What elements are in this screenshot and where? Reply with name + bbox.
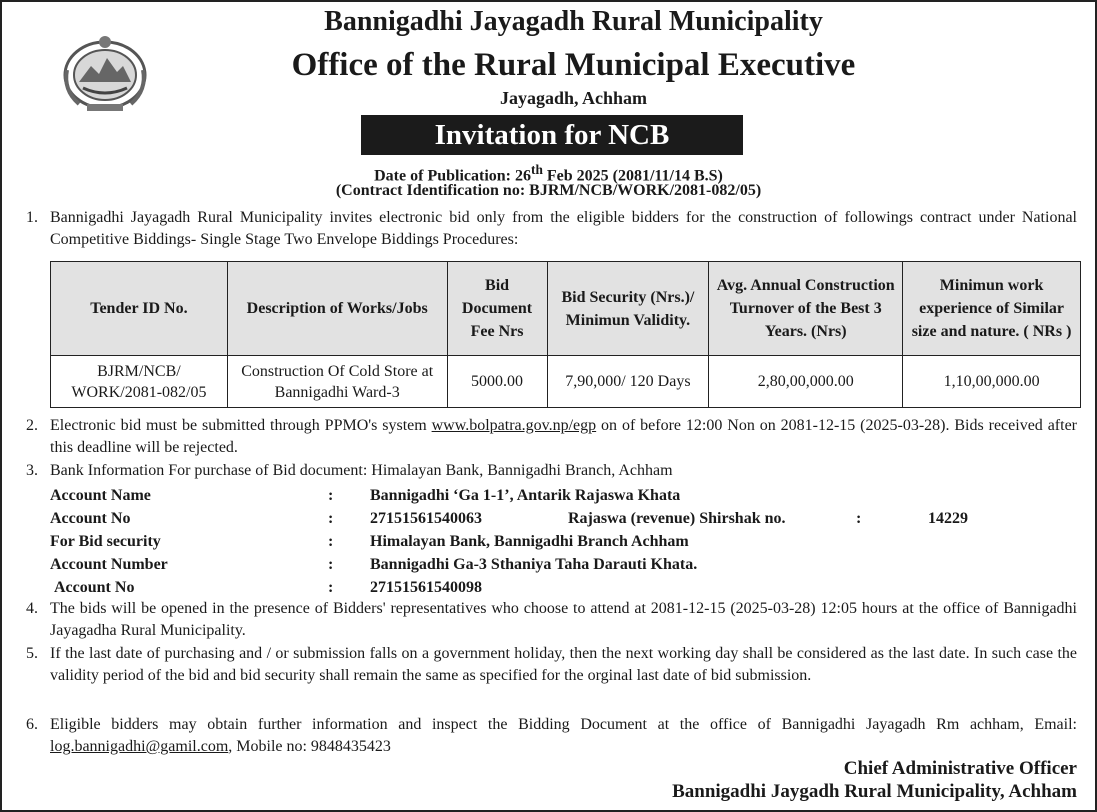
table-cell: BJRM/NCB/ WORK/2081-082/05 [51, 356, 228, 408]
clause-number: 3. [26, 462, 38, 479]
revenue-heading-colon: : [856, 510, 862, 527]
revenue-heading-value: 14229 [928, 510, 968, 527]
signatory-title: Chief Administrative Officer [843, 758, 1077, 779]
account-value: Bannigadhi ‘Ga 1-1’, Antarik Rajaswa Khata [370, 487, 681, 504]
account-label: Account Name [50, 487, 151, 504]
table-cell: 5000.00 [447, 356, 547, 408]
clause-text: Bank Information For purchase of Bid document: Himalayan Bank, Bannigadhi Branch, Achham [50, 462, 673, 479]
column-header: Bid Document Fee Nrs [447, 262, 547, 356]
tender-table [50, 261, 1081, 408]
clause-text: Electronic bid must be submitted through PPMO's system www.bolpatra.gov.np/egp on of before 12:00 Non on 2081-12-15 (2025-03-28). Bids received after this deadline will be rejected. [50, 417, 1078, 456]
clause-1 [26, 207, 1077, 251]
nepal-government-emblem-icon [57, 30, 153, 116]
clause-text: The bids will be opened in the presence of Bidders' representatives who choose to attend at 2081-12-15 (2025-03-28) 12:05 hours at the office of Bannigadhi Jayagadha Rural Municipality. [50, 600, 1077, 639]
account-colon: : [328, 510, 334, 527]
office-location: Jayagadh, Achham [499, 88, 648, 108]
notice-title-banner: Invitation for NCB [361, 115, 743, 155]
account-label: Account No [54, 579, 135, 596]
clause-6 [26, 714, 1077, 758]
column-header: Avg. Annual Construction Turnover of the Best 3 Years. (Nrs) [709, 262, 903, 356]
contract-identification: (Contract Identification no: BJRM/NCB/WORK/2081-082/05) [335, 182, 762, 199]
account-value: Bannigadhi Ga-3 Sthaniya Taha Darauti Khata. [370, 556, 698, 573]
account-label: For Bid security [50, 533, 161, 550]
clause-3 [26, 460, 1077, 482]
clause-5 [26, 643, 1077, 687]
column-header: Description of Works/Jobs [227, 262, 447, 356]
account-colon: : [328, 487, 334, 504]
account-colon: : [328, 533, 334, 550]
account-colon: : [328, 579, 334, 596]
table-cell: Construction Of Cold Store at Bannigadhi Ward-3 [227, 356, 447, 408]
column-header: Tender ID No. [51, 262, 228, 356]
publication-date: Date of Publication: 26th Feb 2025 (2081/11/14 B.S) [374, 162, 723, 185]
clause-number: 5. [26, 645, 38, 662]
clause-text: Bannigadhi Jayagadh Rural Municipality invites electronic bid only from the eligible bidders for the construction of followings contract under National Competitive Biddings- Single Stage Two Envelope Biddings Procedures: [50, 209, 1077, 248]
clause-4 [26, 598, 1077, 642]
revenue-heading-label: Rajaswa (revenue) Shirshak no. [568, 510, 786, 527]
bolpatra-link[interactable]: www.bolpatra.gov.np/egp [431, 417, 597, 434]
email-link[interactable]: log.bannigadhi@gamil.com [50, 738, 229, 755]
account-value: 27151561540098 [370, 579, 482, 596]
clause-number: 4. [26, 600, 38, 617]
account-value: 27151561540063 [370, 510, 482, 527]
clause-2 [26, 415, 1077, 459]
table-header-row [51, 262, 1081, 356]
table-cell: 1,10,00,000.00 [903, 356, 1081, 408]
table-row [51, 356, 1081, 408]
office-name: Office of the Rural Municipal Executive [291, 47, 856, 83]
clause-number: 1. [26, 209, 38, 226]
clause-number: 6. [26, 716, 38, 733]
account-colon: : [328, 556, 334, 573]
account-value: Himalayan Bank, Bannigadhi Branch Achham [370, 533, 689, 550]
table-cell: 7,90,000/ 120 Days [547, 356, 709, 408]
account-label: Account No [50, 510, 131, 527]
column-header: Bid Security (Nrs.)/ Minimun Validity. [547, 262, 709, 356]
signatory-organization: Bannigadhi Jaygadh Rural Municipality, Achham [672, 781, 1077, 802]
clause-text: Eligible bidders may obtain further information and inspect the Bidding Document at the office of Bannigadhi Jayagadh Rm achham, Email: log.bannigadhi@gamil.com, Mobile no: 9848435423 [50, 716, 1077, 755]
column-header: Minimun work experience of Similar size and nature. ( NRs ) [903, 262, 1081, 356]
municipality-name: Bannigadhi Jayagadh Rural Municipality [324, 6, 823, 37]
clause-number: 2. [26, 417, 38, 434]
account-label: Account Number [50, 556, 168, 573]
clause-text: If the last date of purchasing and / or submission falls on a government holiday, then the next working day shall be considered as the last date. In such case the validity period of the bid and bid security shall remain the same as specified for the orginal last date of bid submission. [50, 645, 1077, 684]
table-cell: 2,80,00,000.00 [709, 356, 903, 408]
